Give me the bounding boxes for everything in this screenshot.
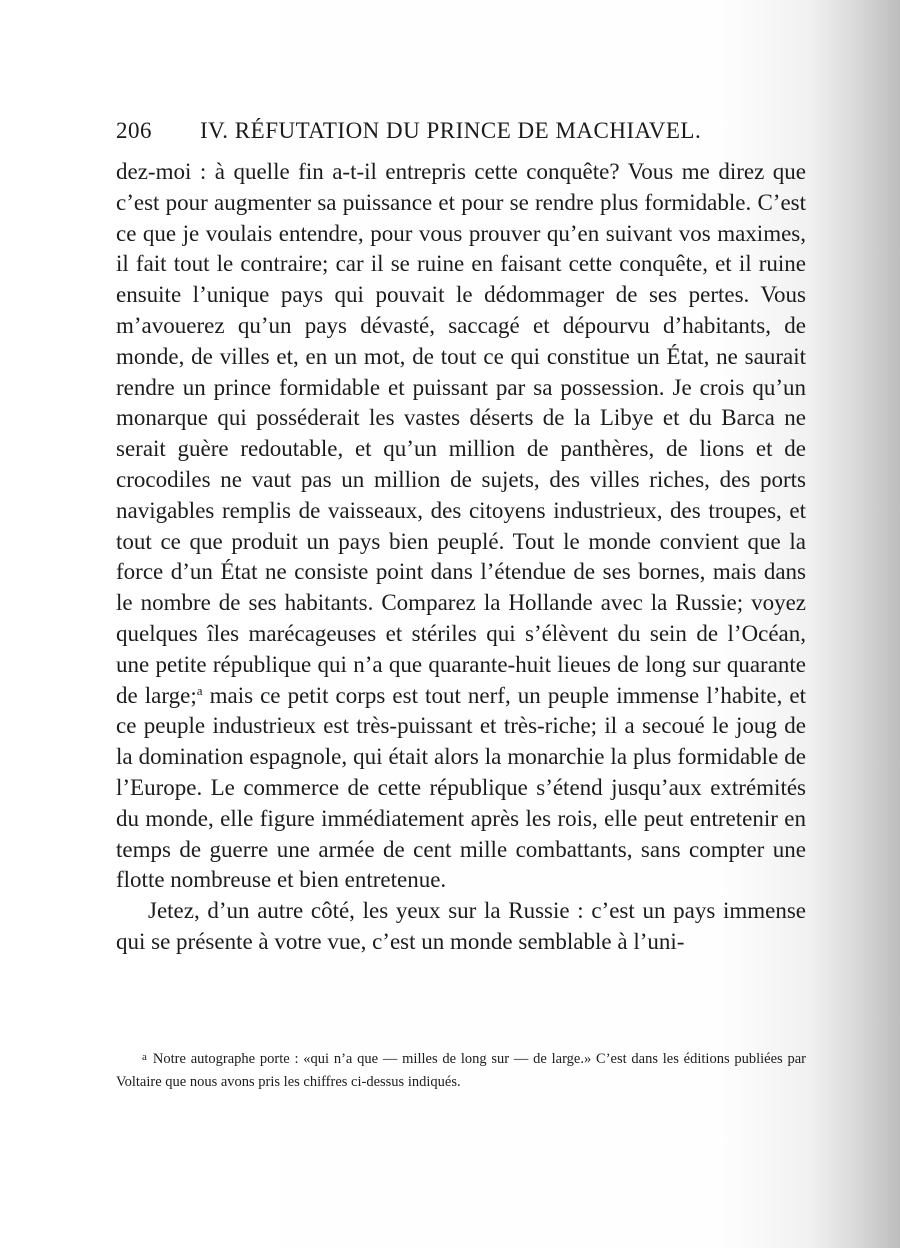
paragraph-1-text-b: mais ce petit corps est tout nerf, un peuple immense l’habite, et ce peuple industrieux est très-puissant et très-riche; il a secoué le joug de la domination espagnole, qui était alors la monarchie la plus formidable de l’Europe. Le commerce de cette république s’étend jusqu’aux extrémités du monde, elle figure immédiatement après les rois, elle peut entretenir en temps de guerre une armée de cent mille combattants, sans compter une flotte nombreuse et bien entretenue.: [116, 682, 806, 893]
paragraph-2: Jetez, d’un autre côté, les yeux sur la Russie : c’est un pays immense qui se présente à votre vue, c’est un monde semblable à l’uni-: [116, 898, 806, 954]
footnote: [116, 1046, 806, 1094]
running-header: [116, 118, 816, 150]
footnote-text: Notre autographe porte : «qui n’a que — milles de long sur — de large.» C’est dans les éditions publiées par Voltaire que nous avons pris les chiffres ci-dessus indiqués.: [116, 1051, 806, 1090]
page-number: 206: [116, 118, 152, 143]
paragraph-1-text-a: dez-moi : à quelle fin a-t-il entrepris cette conquête? Vous me direz que c’est pour augmenter sa puissance et pour se rendre plus formidable. C’est ce que je voulais entendre, pour vous prouver qu’en suivant vos maximes, il fait tout le contraire; car il se ruine en faisant cette conquête, et il ruine ensuite l’unique pays qui pouvait le dédommager de ses pertes. Vous m’avouerez qu’un pays dévasté, saccagé et dépourvu d’habitants, de monde, de villes et, en un mot, de tout ce qui constitue un État, ne saurait rendre un prince formidable et puissant par sa possession. Je crois qu’un monarque qui posséderait les vastes déserts de la Libye et du Barca ne serait guère redoutable, et qu’un million de panthères, de lions et de crocodiles ne vaut pas un million de sujets, des villes riches, des ports navigables remplis de vaisseaux, des citoyens industrieux, des troupes, et tout ce que produit un pays bien peuplé. Tout le monde convient que la force d’un État ne consiste point dans l’étendue de ses bornes, mais dans le nombre de ses habitants. Comparez la Hollande avec la Russie; voyez quelques îles marécageuses et stériles qui s’élèvent du sein de l’Océan, une petite république qui n’a que quarante-huit lieues de long sur quarante de large;: [116, 159, 806, 708]
main-text: [116, 157, 806, 958]
footnote-reference: a: [196, 682, 203, 698]
running-title: IV. RÉFUTATION DU PRINCE DE MACHIAVEL.: [200, 118, 702, 143]
paragraph-1: [116, 157, 806, 896]
footnote-mark: a: [142, 1051, 147, 1063]
